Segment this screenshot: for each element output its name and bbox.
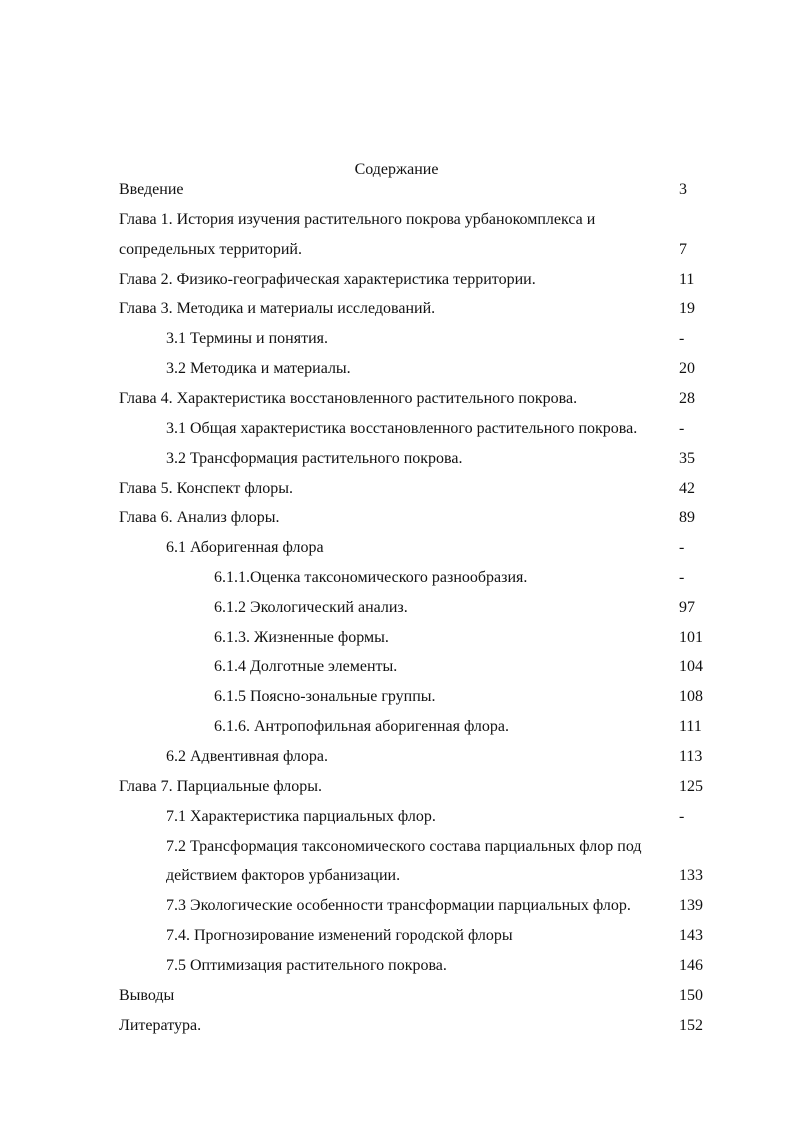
toc-entry-section-3-1: 3.1 Термины и понятия.: [166, 330, 328, 347]
toc-entry-section-6-1-1: 6.1.1.Оценка таксономического разнообразия.: [214, 569, 528, 586]
toc-entry-section-3-2: 3.2 Методика и материалы.: [166, 360, 351, 377]
toc-page-number: 139: [679, 897, 703, 914]
toc-entry-section-7-5: 7.5 Оптимизация растительного покрова.: [166, 957, 447, 974]
toc-entry-section-6-1-5: 6.1.5 Поясно-зональные группы.: [214, 688, 436, 705]
toc-entry-conclusions: Выводы: [119, 987, 175, 1004]
toc-entry-section-7-2-cont: действием факторов урбанизации.: [166, 867, 401, 884]
toc-page-number: -: [679, 420, 685, 437]
toc-page-number: -: [679, 330, 685, 347]
toc-page-number: 146: [679, 957, 703, 974]
toc-entry-chapter-6: Глава 6. Анализ флоры.: [119, 509, 280, 526]
toc-page-number: 89: [679, 509, 695, 526]
toc-entry-chapter-1-cont: сопредельных территорий.: [119, 241, 302, 258]
toc-page-number: 7: [679, 241, 687, 258]
toc-entry-section-4-2: 3.2 Трансформация растительного покрова.: [166, 450, 463, 467]
toc-page-number: 101: [679, 629, 703, 646]
toc-entry-section-6-1-4: 6.1.4 Долготные элементы.: [214, 658, 398, 675]
toc-entry-section-6-1-6: 6.1.6. Антропофильная аборигенная флора.: [214, 718, 509, 735]
toc-entry-chapter-4: Глава 4. Характеристика восстановленного растительного покрова.: [119, 390, 578, 407]
toc-page-number: -: [679, 569, 685, 586]
toc-entry-section-4-1: 3.1 Общая характеристика восстановленного растительного покрова.: [166, 420, 638, 437]
toc-entry-section-7-2: 7.2 Трансформация таксономического состава парциальных флор под: [166, 838, 642, 855]
toc-page-number: 3: [679, 181, 687, 198]
toc-page-number: 111: [679, 718, 702, 735]
toc-entry-intro: Введение: [119, 181, 184, 198]
toc-page-number: 97: [679, 599, 695, 616]
toc-page-number: -: [679, 808, 685, 825]
toc-page-number: 28: [679, 390, 695, 407]
toc-entry-section-6-2: 6.2 Адвентивная флора.: [166, 748, 329, 765]
toc-page-number: 42: [679, 480, 695, 497]
toc-page-number: 133: [679, 867, 703, 884]
toc-page-number: 113: [679, 748, 703, 765]
toc-title: Содержание: [354, 161, 439, 178]
toc-entry-literature: Литература.: [119, 1017, 202, 1034]
toc-entry-chapter-3: Глава 3. Методика и материалы исследований.: [119, 300, 436, 317]
toc-entry-chapter-1: Глава 1. История изучения растительного покрова урбанокомплекса и: [119, 211, 596, 228]
toc-page-number: 104: [679, 658, 703, 675]
toc-page-number: 11: [679, 271, 695, 288]
toc-page-number: 20: [679, 360, 695, 377]
toc-page-number: 19: [679, 300, 695, 317]
toc-page-number: -: [679, 539, 685, 556]
toc-page-number: 35: [679, 450, 695, 467]
toc-entry-section-6-1-2: 6.1.2 Экологический анализ.: [214, 599, 408, 616]
toc-entry-section-7-3: 7.3 Экологические особенности трансформации парциальных флор.: [166, 897, 631, 914]
toc-entry-chapter-5: Глава 5. Конспект флоры.: [119, 480, 294, 497]
toc-entry-section-6-1: 6.1 Аборигенная флора: [166, 539, 324, 556]
toc-entry-chapter-7: Глава 7. Парциальные флоры.: [119, 778, 322, 795]
toc-entry-section-7-4: 7.4. Прогнозирование изменений городской флоры: [166, 927, 513, 944]
toc-entry-section-7-1: 7.1 Характеристика парциальных флор.: [166, 808, 436, 825]
toc-page-number: 108: [679, 688, 703, 705]
toc-entry-section-6-1-3: 6.1.3. Жизненные формы.: [214, 629, 389, 646]
toc-page-number: 152: [679, 1017, 703, 1034]
toc-entry-chapter-2: Глава 2. Физико-географическая характеристика территории.: [119, 271, 536, 288]
toc-page-number: 150: [679, 987, 703, 1004]
toc-page-number: 125: [679, 778, 703, 795]
toc-page-number: 143: [679, 927, 703, 944]
